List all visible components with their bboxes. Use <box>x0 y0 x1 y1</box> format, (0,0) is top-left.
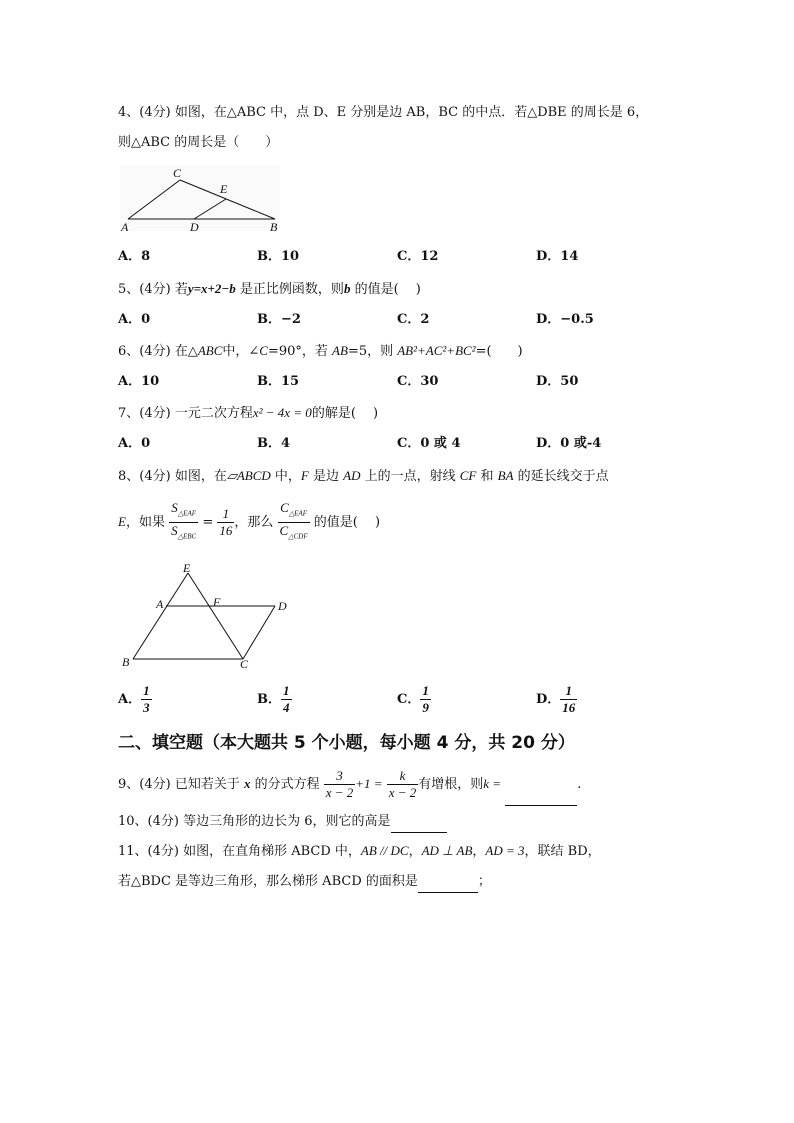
q4-label-d: D <box>190 220 199 234</box>
q7-option-d[interactable]: D．0 或-4 <box>536 436 602 451</box>
q8-label-a: A <box>156 597 164 611</box>
q8-option-d[interactable]: D． $\frac{1}{16}$ <box>536 683 576 715</box>
q5-stem: 5、(4分) 若y=x+2−b 是正比例函数，则b 的值是( ) <box>118 281 421 297</box>
q7-stem: 7、(4分) 一元二次方程x² − 4x = 0的解是( ) <box>118 405 379 421</box>
q4-option-a[interactable]: A．8 <box>118 249 151 264</box>
q8-stem-line1: 8、(4分) 如图，在▱ABCD 中，F 是边 AD 上的一点，射线 CF 和 BA 的延长线交于点 <box>118 468 609 484</box>
q8-option-c[interactable]: C． $\frac{1}{9}$ <box>397 683 429 715</box>
q11-answer-blank[interactable] <box>418 872 478 893</box>
q8-stem-line2: E，如果 $\frac{S_{\triangle EAF}}{S_{\triangle EBC}}$ = $\frac{1}{16}$ ，那么 $\frac{C_{\triangle EAF}}{C_{\triangle CDF}}$ 的值是( ) <box>118 500 380 545</box>
q4-option-b[interactable]: B．10 <box>257 249 300 264</box>
q8-area-ratio: $\frac{S_{\triangle EAF}}{S_{\triangle EBC}}$ <box>171 500 197 541</box>
q8-parallelogram-figure <box>118 560 298 672</box>
q8-ratio-value: $\frac{1}{16}$ <box>219 506 233 538</box>
q11-stem-line1: 11、(4分) 如图，在直角梯形 ABCD 中，AB // DC，AD ⊥ AB，AD = 3，联结 BD， <box>118 843 601 859</box>
q4-option-d[interactable]: D．14 <box>536 249 579 264</box>
q9-fraction-left: $\frac{3}{x - 2}$ <box>325 768 354 800</box>
q10-answer-blank[interactable] <box>391 812 447 833</box>
q8-option-b[interactable]: B． $\frac{1}{4}$ <box>257 683 290 715</box>
q8-option-a[interactable]: A． $\frac{1}{3}$ <box>118 683 150 715</box>
q7-option-b[interactable]: B．4 <box>257 436 291 451</box>
q6-stem: 6、(4分) 在△ABC中，∠C=90°，若 AB=5，则 AB²+AC²+BC²=( ) <box>118 343 523 359</box>
q8-label-d: D <box>278 599 287 613</box>
q8-label-c: C <box>240 657 249 671</box>
q4-triangle-figure <box>118 163 283 235</box>
q6-option-b[interactable]: B．15 <box>257 374 300 389</box>
q4-stem-line2: 则△ABC 的周长是（ ） <box>118 135 279 150</box>
q4-option-c[interactable]: C．12 <box>397 249 439 264</box>
q5-option-d[interactable]: D．−0.5 <box>536 312 594 327</box>
q9-answer-blank[interactable] <box>505 765 577 806</box>
q8-label-f: F <box>213 595 221 609</box>
q8-label-b: B <box>122 655 130 669</box>
q6-option-c[interactable]: C．30 <box>397 374 439 389</box>
q4-stem-line1: 4、(4分) 如图，在△ABC 中，点 D、E 分别是边 AB，BC 的中点．若△DBE 的周长是 6， <box>118 105 649 120</box>
q5-option-c[interactable]: C．2 <box>397 312 430 327</box>
q9-fraction-right: $\frac{k}{x - 2}$ <box>388 768 417 800</box>
q8-label-e: E <box>183 561 191 575</box>
q4-label-b: B <box>270 220 278 234</box>
q4-label-c: C <box>173 166 182 180</box>
q4-label-e: E <box>220 182 228 196</box>
q11-stem-line2: 若△BDC 是等边三角形，那么梯形 ABCD 的面积是 ； <box>118 872 491 893</box>
q8-perimeter-ratio: $\frac{C_{\triangle EAF}}{C_{\triangle CDF}}$ <box>279 500 308 541</box>
q7-option-c[interactable]: C．0 或 4 <box>397 436 461 451</box>
q7-option-a[interactable]: A．0 <box>118 436 151 451</box>
q6-option-a[interactable]: A．10 <box>118 374 160 389</box>
q4-label-a: A <box>121 220 129 234</box>
q6-option-d[interactable]: D．50 <box>536 374 579 389</box>
q5-option-a[interactable]: A．0 <box>118 312 151 327</box>
q10-stem: 10、(4分) 等边三角形的边长为 6，则它的高是 <box>118 812 447 833</box>
q9-stem: 9、(4分) 已知若关于 x 的分式方程 $\frac{3}{x - 2}$ +1 = $\frac{k}{x - 2}$ 有增根，则k = . <box>118 764 581 806</box>
q5-option-b[interactable]: B．−2 <box>257 312 301 327</box>
section2-title: 二、填空题（本大题共 5 个小题，每小题 4 分，共 20 分） <box>118 733 575 753</box>
